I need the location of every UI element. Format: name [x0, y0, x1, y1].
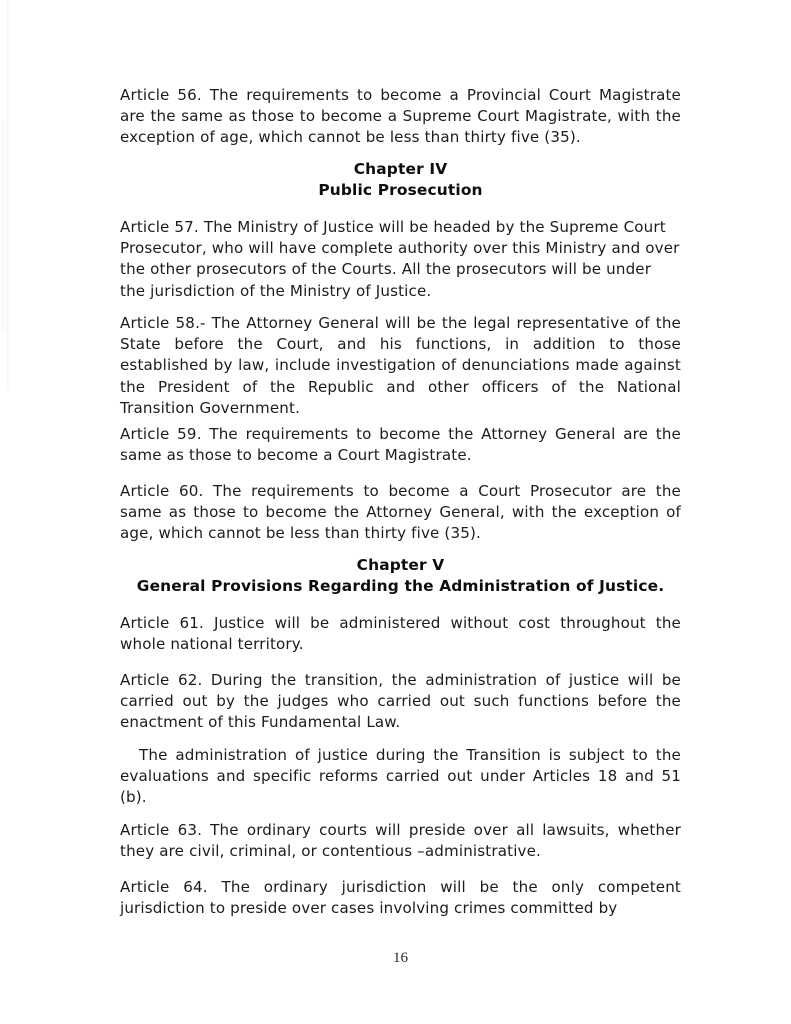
scan-artifact-left-edge-secondary [2, 120, 8, 330]
paragraph-article-59 [120, 424, 681, 466]
paragraph-article-63 [120, 820, 681, 862]
page-number: 16 [393, 950, 408, 966]
chapter-4-title: Chapter IV [353, 160, 448, 178]
chapter-4-heading [120, 159, 681, 202]
paragraph-article-61 [120, 613, 681, 655]
paragraph-article-62-continuation [120, 745, 681, 809]
article-59-text: Article 59. The requirements to become the Attorney General are the same as those to become a Court Magistrate. [120, 425, 681, 465]
chapter-5-title: Chapter V [356, 556, 445, 574]
chapter-5-heading [120, 555, 681, 598]
paragraph-article-58 [120, 313, 681, 419]
article-58-text: Article 58.- The Attorney General will be the legal representative of the State before the Court, and his functions, in addition to those established by law, include investigation of denunciations made against the President of the Republic and other officers of the National Transition Government. [120, 314, 681, 417]
article-60-text: Article 60. The requirements to become a Court Prosecutor are the same as those to become the Attorney General, with the exception of age, which cannot be less than thirty five (35). [120, 482, 681, 543]
document-page [120, 0, 681, 1024]
paragraph-article-57 [120, 217, 681, 302]
scan-artifact-left-edge [6, 0, 10, 390]
article-62-continuation-text: The administration of justice during the Transition is subject to the evaluations and specific reforms carried out under Articles 18 and 51 (b). [120, 746, 681, 807]
paragraph-article-56 [120, 85, 681, 149]
paragraph-article-60 [120, 481, 681, 545]
article-56-text: Article 56. The requirements to become a Provincial Court Magistrate are the same as those to become a Supreme Court Magistrate, with the exception of age, which cannot be less than thirty five (35). [120, 86, 681, 147]
paragraph-article-62 [120, 670, 681, 734]
article-62-text: Article 62. During the transition, the administration of justice will be carried out by the judges who carried out such functions before the enactment of this Fundamental Law. [120, 671, 681, 732]
article-61-text: Article 61. Justice will be administered without cost throughout the whole national territory. [120, 614, 681, 654]
article-64-text: Article 64. The ordinary jurisdiction will be the only competent jurisdiction to preside over cases involving crimes committed by [120, 878, 681, 918]
chapter-4-subtitle: Public Prosecution [318, 181, 483, 200]
paragraph-article-64 [120, 877, 681, 919]
article-57-text: Article 57. The Ministry of Justice will be headed by the Supreme Court Prosecutor, who will have complete authority over this Ministry and over the other prosecutors of the Courts. All the prosecutors will be under the jurisdiction of the Ministry of Justice. [120, 218, 680, 300]
chapter-5-subtitle: General Provisions Regarding the Administration of Justice. [136, 577, 665, 596]
article-63-text: Article 63. The ordinary courts will preside over all lawsuits, whether they are civil, criminal, or contentious –administrative. [120, 821, 681, 861]
